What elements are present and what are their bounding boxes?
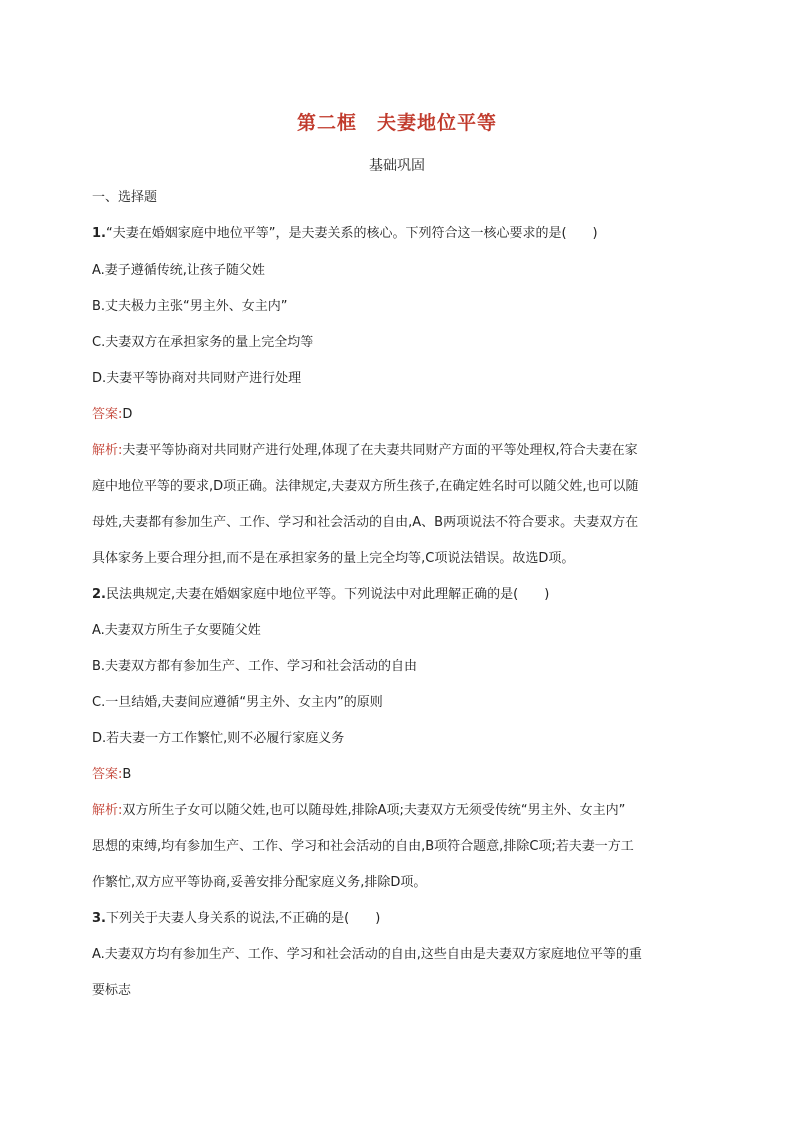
analysis-text: 双方所生子女可以随父姓,也可以随母姓,排除A项;夫妻双方无须受传统“男主外、女主内” [122,803,626,818]
q2-answer [92,765,712,785]
question-number: 2. [92,587,106,602]
question-number: 3. [92,911,106,926]
q1-analysis-line [92,441,712,461]
answer-value: B [122,767,132,782]
part-heading: 一、选择题 [92,190,158,205]
q2-option-c: C.一旦结婚,夫妻间应遵循“男主外、女主内”的原则 [92,695,383,710]
q1-option-a: A.妻子遵循传统,让孩子随父姓 [92,263,265,278]
section-heading: 基础巩固 [369,158,425,174]
answer-value: D [122,407,133,422]
q2-option-b: B.夫妻双方都有参加生产、工作、学习和社会活动的自由 [92,659,418,674]
q1-option-b: B.丈夫极力主张“男主外、女主内” [92,299,288,314]
answer-label: 答案: [92,767,123,782]
page-title: 第二框 夫妻地位平等 [296,112,497,134]
question-stem: 下列关于夫妻人身关系的说法,不正确的是( ) [105,911,381,926]
q1-analysis-line: 具体家务上要合理分担,而不是在承担家务的量上完全均等,C项说法错误。故选D项。 [92,551,575,566]
q1-answer [92,405,712,425]
q3-option-a: A.夫妻双方均有参加生产、工作、学习和社会活动的自由,这些自由是夫妻双方家庭地位平等的重 [92,947,642,962]
question-stem: 民法典规定,夫妻在婚姻家庭中地位平等。下列说法中对此理解正确的是( ) [105,587,550,602]
q1-option-c: C.夫妻双方在承担家务的量上完全均等 [92,335,314,350]
q2-analysis-line: 作繁忙,双方应平等协商,妥善安排分配家庭义务,排除D项。 [92,875,427,890]
question-3 [92,909,712,929]
q3-option-a-continued: 要标志 [92,983,132,998]
question-2 [92,585,712,605]
q1-analysis-line: 母姓,夫妻都有参加生产、工作、学习和社会活动的自由,A、B两项说法不符合要求。夫妻双方在 [92,515,639,530]
q2-option-a: A.夫妻双方所生子女要随父姓 [92,623,261,638]
analysis-label: 解析: [92,803,123,818]
question-number: 1. [92,226,106,241]
analysis-text: 夫妻平等协商对共同财产进行处理,体现了在夫妻共同财产方面的平等处理权,符合夫妻在家 [122,443,638,458]
q2-option-d: D.若夫妻一方工作繁忙,则不必履行家庭义务 [92,731,345,746]
analysis-label: 解析: [92,443,123,458]
q2-analysis-line [92,801,712,821]
question-stem: “夫妻在婚姻家庭中地位平等”，是夫妻关系的核心。下列符合这一核心要求的是( ) [105,226,598,241]
q1-option-d: D.夫妻平等协商对共同财产进行处理 [92,371,302,386]
answer-label: 答案: [92,407,123,422]
q2-analysis-line: 思想的束缚,均有参加生产、工作、学习和社会活动的自由,B项符合题意,排除C项;若夫妻一方工 [92,839,634,854]
q1-analysis-line: 庭中地位平等的要求,D项正确。法律规定,夫妻双方所生孩子,在确定姓名时可以随父姓,也可以随 [92,479,639,494]
question-1 [92,224,712,244]
